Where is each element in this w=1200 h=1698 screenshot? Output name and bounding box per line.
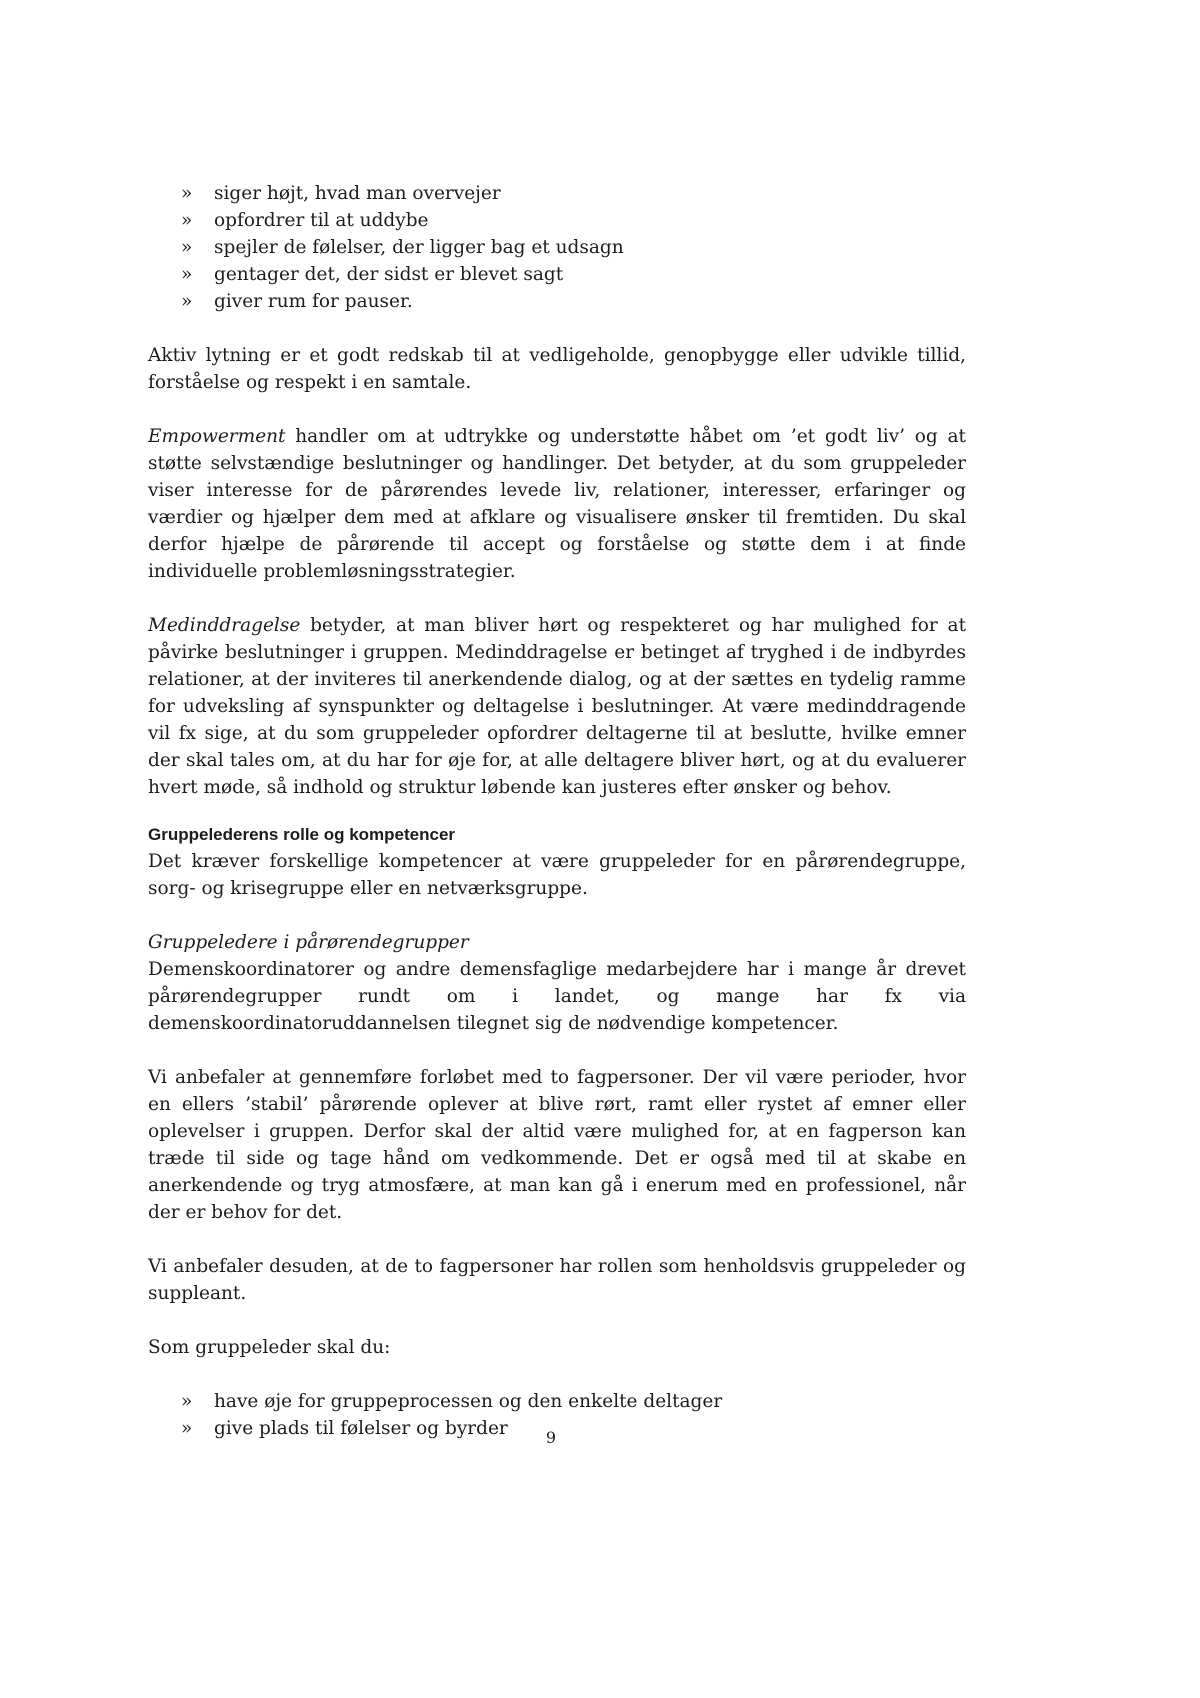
term-empowerment: Empowerment (148, 426, 286, 447)
bullet-icon: » (181, 1418, 193, 1439)
bullet-icon: » (181, 264, 193, 285)
list-item (148, 207, 966, 234)
list-item-text: siger højt, hvad man overvejer (214, 183, 501, 204)
paragraph-desuden: Vi anbefaler desuden, at de to fagpersoner har rollen som henholdsvis gruppeleder og suppleant. (148, 1256, 966, 1304)
list-item (148, 1388, 966, 1415)
bullet-icon: » (181, 237, 193, 258)
paragraph-text: betyder, at man bliver hørt og respekteret og har mulighed for at påvirke beslutninger i gruppen. Medinddragelse er betinget af tryghed i de indbyrdes relationer, at der inviteres til anerkendende dialog, og at der sættes en tydelig ramme for udveksling af synspunkter og deltagelse i beslutninger. At være medinddragende vil fx sige, at du som gruppeleder opfordrer deltagerne til at beslutte, hvilke emner der skal tales om, at du har for øje for, at alle deltagere bliver hørt, og at du evaluerer hvert møde, så indhold og struktur løbende kan justeres efter ønsker og behov. (148, 615, 966, 798)
subheading-text: Gruppeledere i pårørendegrupper (148, 932, 469, 953)
bullet-icon: » (181, 291, 193, 312)
list-item-text: give plads til følelser og byrder (214, 1418, 508, 1439)
paragraph-anbefaler: Vi anbefaler at gennemføre forløbet med to fagpersoner. Der vil være perioder, hvor en ellers ’stabil’ pårørende oplever at blive rørt, ramt eller rystet af emner eller oplevelser i gruppen. Derfor skal der altid være mulighed for, at en fagperson kan træde til side og tage hånd om vedkommende. Det er også med til at skabe en anerkendende og tryg atmosfære, at man kan gå i enerum med en professionel, når der er behov for det. (148, 1067, 966, 1223)
list-item (148, 180, 966, 207)
list-item-text: opfordrer til at uddybe (214, 210, 429, 231)
list-item (148, 261, 966, 288)
page-number: 9 (545, 1428, 557, 1447)
list-item-text: spejler de følelser, der ligger bag et udsagn (214, 237, 624, 258)
section-heading: Gruppelederens rolle og kompetencer (148, 825, 456, 844)
list-item-text: have øje for gruppeprocessen og den enkelte deltager (214, 1391, 723, 1412)
bullet-list-top (148, 180, 966, 315)
paragraph-demens: Demenskoordinatorer og andre demensfaglige medarbejdere har i mange år drevet pårørendegrupper rundt om i landet, og mange har fx via demenskoordinatoruddannelsen tilegnet sig de nødvendige kompetencer. (148, 959, 966, 1034)
paragraph-som-gruppeleder: Som gruppeleder skal du: (148, 1337, 391, 1358)
paragraph-text: handler om at udtrykke og understøtte håbet om ’et godt liv’ og at støtte selvstændige beslutninger og handlinger. Det betyder, at du som gruppeleder viser interesse for de pårørendes levede liv, relationer, interesser, erfaringer og værdier og hjælper dem med at afklare og visualisere ønsker til fremtiden. Du skal derfor hjælpe de pårørende til accept og forståelse og støtte dem i at finde individuelle problemløsningsstrategier. (148, 426, 966, 582)
list-item (148, 288, 966, 315)
list-item (148, 234, 966, 261)
term-medinddragelse: Medinddragelse (148, 615, 301, 636)
list-item-text: giver rum for pauser. (214, 291, 413, 312)
list-item-text: gentager det, der sidst er blevet sagt (214, 264, 564, 285)
bullet-icon: » (181, 1391, 193, 1412)
paragraph-medinddragelse (148, 612, 966, 801)
paragraph-roles: Det kræver forskellige kompetencer at være gruppeleder for en pårørendegruppe, sorg- og krisegruppe eller en netværksgruppe. (148, 851, 966, 899)
subheading (148, 929, 966, 956)
bullet-icon: » (181, 210, 193, 231)
bullet-icon: » (181, 183, 193, 204)
page-content (148, 180, 966, 1442)
paragraph-empowerment (148, 423, 966, 585)
paragraph-aktiv-lytning: Aktiv lytning er et godt redskab til at vedligeholde, genopbygge eller udvikle tillid, forståelse og respekt i en samtale. (148, 345, 966, 393)
